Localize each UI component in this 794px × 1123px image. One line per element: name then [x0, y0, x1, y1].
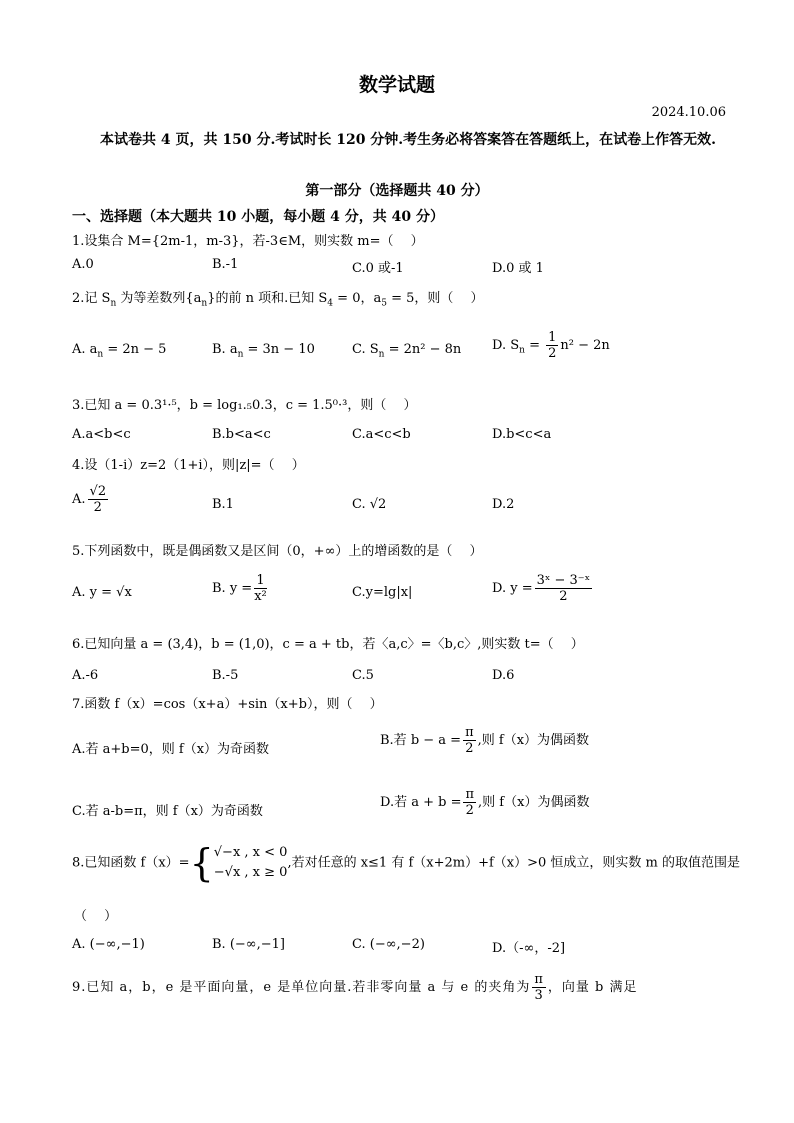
question-6-option-b: B.-5: [212, 668, 239, 683]
question-4-option-c: C. √2: [352, 497, 387, 512]
question-5-option-c: C.y=lg|x|: [352, 585, 413, 600]
part-title: 第一部分（选择题共 40 分）: [305, 183, 489, 199]
question-4-option-d: D.2: [492, 497, 515, 512]
question-7-option-a: A.若 a+b=0，则 f（x）为奇函数: [72, 742, 270, 757]
question-3-option-a: A.a<b<c: [72, 427, 131, 442]
question-6-option-a: A.-6: [72, 668, 99, 683]
question-2-option-b: B. $a_n = 3n - 10$: [212, 342, 315, 360]
question-3-option-c: C.a<c<b: [352, 427, 411, 442]
question-2-stem: 2.记 $S_n$ 为等差数列$\{a_n\}$的前 n 项和.已知 $S_4 = 0$，$a_5 = 5$，则（ ）: [72, 291, 484, 309]
question-3-option-d: D.b<c<a: [492, 427, 552, 442]
question-1-option-c: C.0 或-1: [352, 261, 404, 276]
question-6-stem: 6.已知向量 a = (3,4)，b = (1,0)，c = a + tb，若〈a,c〉=〈b,c〉,则实数 t=（ ）: [72, 637, 584, 652]
question-4-option-b: B.1: [212, 497, 234, 512]
question-2-option-a: A. $a_n = 2n - 5$: [72, 342, 167, 360]
question-3-stem: 3.已知 a = 0.3¹·⁵，b = log₁.₅0.3，c = 1.5⁰·³，则（ ）: [72, 398, 417, 413]
question-1-stem: 1.设集合 M={2m-1，m-3}，若-3∈M，则实数 m=（ ）: [72, 234, 424, 249]
question-7-option-d: D.若 a + b = $\frac{\pi}{2}$ ,则 f（x）为偶函数: [380, 787, 590, 818]
section-title: 一、选择题（本大题共 10 小题，每小题 4 分，共 40 分）: [72, 209, 444, 225]
question-2-option-c: C. $S_n = 2n^2 - 8n$: [352, 342, 462, 360]
question-6-option-c: C.5: [352, 668, 374, 683]
question-8-option-c: C. (−∞,−2): [352, 937, 425, 952]
question-6-option-d: D.6: [492, 668, 515, 683]
question-2-option-d: D. $S_n$ = $\frac{1}{2}$ n² − 2n: [492, 330, 610, 361]
question-3-option-b: B.b<a<c: [212, 427, 271, 442]
question-8-option-a: A. (−∞,−1): [72, 937, 145, 952]
question-8-option-d: D.（-∞，-2]: [492, 941, 566, 956]
question-1-option-d: D.0 或 1: [492, 261, 544, 276]
question-1-option-b: B.-1: [212, 257, 239, 272]
question-7-option-b: B.若 b − a = $\frac{\pi}{2}$ ,则 f（x）为偶函数: [380, 725, 590, 756]
question-8-stem: 8.已知函数 f（x）={ √−x , x < 0 −√x , x ≥ 0 ,若对任意的 x≤1 有 f（x+2m）+f（x）>0 恒成立，则实数 m 的取值范围是: [72, 841, 741, 885]
question-1-option-a: A.0: [72, 257, 94, 272]
question-7-stem: 7.函数 f（x）=cos（x+a）+sin（x+b），则（ ）: [72, 697, 383, 712]
question-4-stem: 4.设（1-i）z=2（1+i），则|z|=（ ）: [72, 458, 305, 473]
question-5-stem: 5.下列函数中，既是偶函数又是区间（0，+∞）上的增函数的是（ ）: [72, 544, 483, 559]
question-5-option-b: B. y = $\frac{1}{\text{x²}}$: [212, 573, 267, 604]
page-title: 数学试题: [358, 74, 435, 96]
exam-instructions: 本试卷共 4 页，共 150 分.考试时长 120 分钟.考生务必将答案答在答题纸上，在试卷上作答无效.: [100, 132, 717, 148]
question-9-stem: 9.已知 a，b，e 是平面向量，e 是单位向量.若非零向量 a 与 e 的夹角为 $\frac{\pi}{3}$ ，向量 b 满足: [72, 972, 638, 1003]
exam-date: 2024.10.06: [651, 105, 726, 120]
question-5-option-d: D. y = $\frac{\text{3ˣ − 3⁻ˣ}}{2}$: [492, 573, 591, 604]
question-4-option-a: A. $\frac{√2}{2}$: [72, 484, 107, 515]
question-8-option-b: B. (−∞,−1]: [212, 937, 285, 952]
question-5-option-a: A. y = √x: [72, 585, 132, 600]
question-8-answer-paren: （ ）: [74, 909, 118, 924]
question-7-option-c: C.若 a-b=π，则 f（x）为奇函数: [72, 804, 263, 819]
